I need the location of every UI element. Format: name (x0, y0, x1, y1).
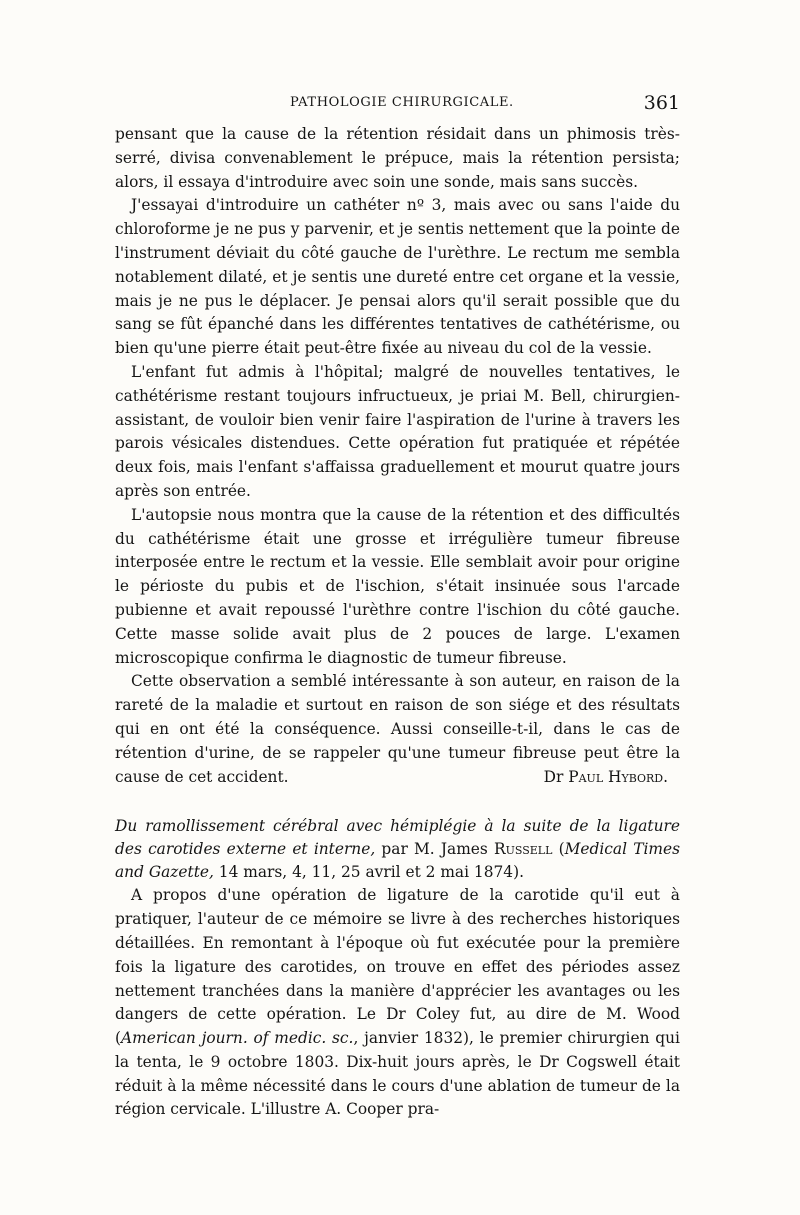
article-author-prefix: par M. James (375, 840, 495, 859)
paragraph-with-signature (115, 670, 680, 789)
article-title-italic: Du ramollissement cérébral avec hémiplégie à la suite de la ligature des carotides externe et interne, (115, 817, 680, 859)
article-paragraph-text-a: A propos d'une opération de ligature de la carotide qu'il eut à pratiquer, l'auteur de ce mémoire se livre à des recherches historiques détaillées. En remontant à l'époque où fut exécutée pour la première fois la ligature des carotides, on trouve en effet des périodes assez nettement tranchées dans la manière d'apprécier les avantages ou les dangers de cette opération. Le Dr Coley fut, au dire de M. Wood ( (115, 886, 680, 1048)
running-title: PATHOLOGIE CHIRURGICALE. (290, 95, 514, 110)
page-header (115, 92, 680, 114)
paragraph: L'autopsie nous montra que la cause de la rétention et des difficultés du cathétérisme était une grosse et irrégulière tumeur fibreuse interposée entre le rectum et la vessie. Elle semblait avoir pour origine le périoste du pubis et de l'ischion, s'était insinuée sous l'arcade pubienne et avait repoussé l'urèthre contre l'ischion du côté gauche. Cette masse solide avait plus de 2 pouces de large. L'examen microscopique confirma le diagnostic de tumeur fibreuse. (115, 505, 680, 667)
article-title (115, 815, 680, 884)
paragraph-text: Cette observation a semblé intéressante à son auteur, en raison de la rareté de la maladie et surtout en raison de son siége et des résultats qui en ont été la conséquence. Aussi conseille-t-il, dans le cas de rétention d'urine, de se rappeler qu'une tumeur fibreuse peut être la cause de cet accident. (115, 672, 680, 786)
article-paragraph (115, 884, 680, 1122)
page-number: 361 (643, 92, 680, 114)
author-signature (528, 766, 668, 790)
article-paragraph-citation: American journ. of medic. sc. (121, 1029, 354, 1048)
article-journal-open: ( (552, 840, 565, 859)
signature-title: Dr (543, 767, 564, 786)
article-author-name: Russell (494, 840, 553, 859)
article-journal: Medical Times and Gazette, (115, 840, 680, 882)
paragraph: L'enfant fut admis à l'hôpital; malgré de nouvelles tentatives, le cathétérisme restant toujours infructueux, je priai M. Bell, chirurgien-assistant, de vouloir bien venir faire l'aspiration de l'urine à travers les parois vésicales distendues. Cette opération fut pratiquée et répétée deux fois, mais l'enfant s'affaissa graduellement et mourut quatre jours après son entrée. (115, 362, 680, 500)
paragraph-continuation: pensant que la cause de la rétention résidait dans un phimosis très-serré, divisa convenablement le prépuce, mais la rétention persista; alors, il essaya d'introduire avec soin une sonde, mais sans succès. (115, 125, 680, 191)
article-paragraph-text-b: , janvier 1832), le premier chirurgien qui la tenta, le 9 octobre 1803. Dix-huit jours après, le Dr Cogswell était réduit à la même nécessité dans le cours d'une ablation de tumeur de la région cervicale. L'illustre A. Cooper pra- (115, 1029, 680, 1119)
article-journal-dates: 14 mars, 4, 11, 25 avril et 2 mai 1874). (213, 863, 524, 882)
body-text (115, 123, 680, 1122)
article-heading (115, 815, 680, 884)
paragraph: J'essayai d'introduire un cathéter nº 3, mais avec ou sans l'aide du chloroforme je ne pus y parvenir, et je sentis nettement que la pointe de l'instrument déviait du côté gauche de l'urèthre. Le rectum me sembla notablement dilaté, et je sentis une dureté entre cet organe et la vessie, mais je ne pus le déplacer. Je pensai alors qu'il serait possible que du sang se fût épanché dans les différentes tentatives de cathétérisme, ou bien qu'une pierre était peut-être fixée au niveau du col de la vessie. (115, 196, 680, 358)
signature-name: Paul Hybord. (568, 767, 668, 786)
